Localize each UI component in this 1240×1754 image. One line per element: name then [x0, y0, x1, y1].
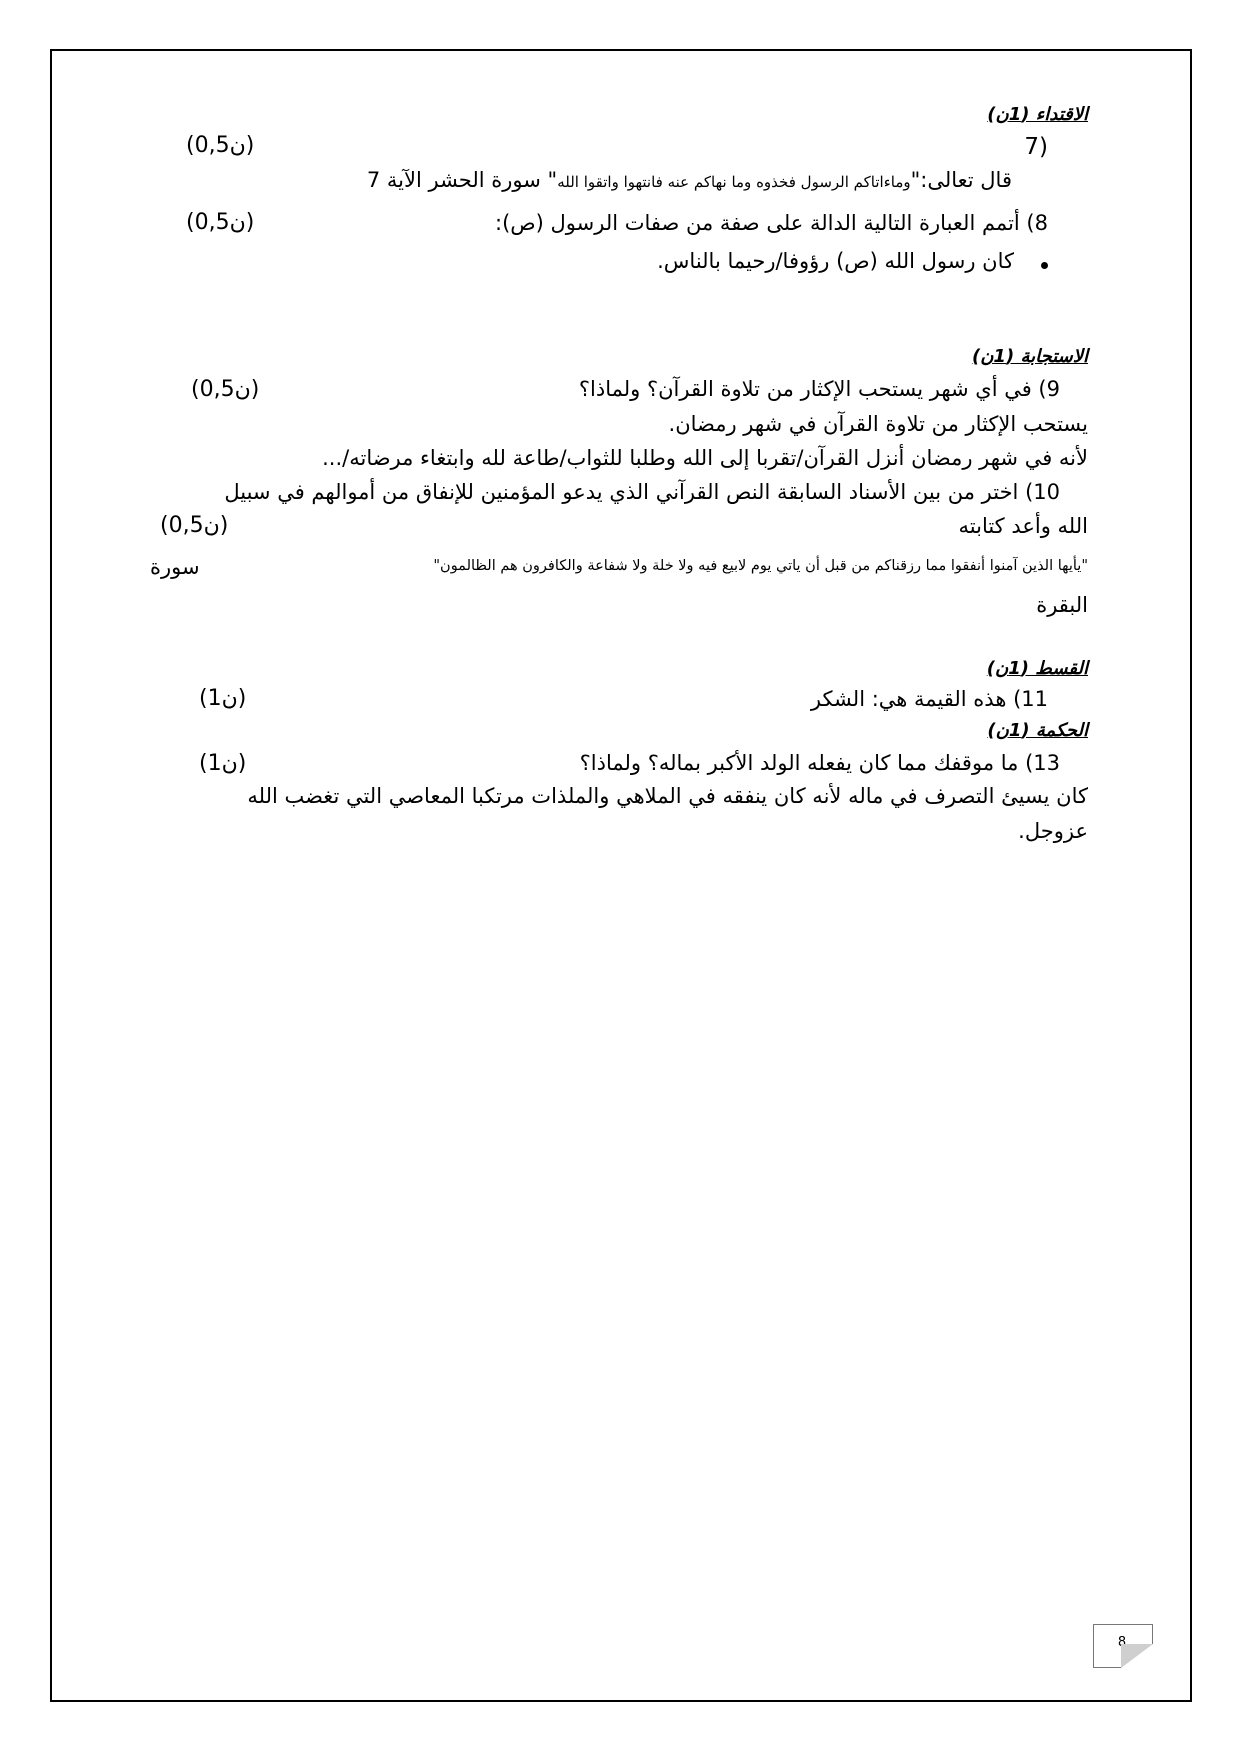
q8-points: (0,5ن)	[186, 210, 255, 235]
q10-answer-source-2: البقرة	[1036, 593, 1088, 617]
page-curl-icon	[1121, 1644, 1153, 1668]
q7-points: (0,5ن)	[186, 133, 255, 158]
q9-answer-2: لأنه في شهر رمضان أنزل القرآن/تقربا إلى الله وطلبا للثواب/طاعة لله وابتغاء مرضاته/...	[322, 446, 1088, 470]
section-heading-hikma: الحكمة (1ن)	[987, 720, 1088, 741]
q10-question-line-1: 10) اختر من بين الأسناد السابقة النص القرآني الذي يدعو المؤمنين للإنفاق من أموالهم في سبيل	[224, 480, 1060, 504]
q10-question-line-2: الله وأعد كتابته	[958, 514, 1088, 538]
q9-question: 9) في أي شهر يستحب الإكثار من تلاوة القرآن؟ ولماذا؟	[578, 377, 1060, 401]
q10-points: (0,5ن)	[160, 513, 229, 538]
q7-answer-lead: قال تعالى:"	[910, 168, 1012, 192]
section-heading-qist: القسط (1ن)	[986, 658, 1088, 679]
page-border	[50, 49, 1192, 1702]
q7-answer-tail: " سورة الحشر الآية 7	[366, 168, 558, 192]
q10-answer-source-1: سورة	[150, 555, 200, 579]
page-number-box	[1093, 1624, 1153, 1668]
q11-points: (1ن)	[199, 686, 247, 711]
section-heading-istijaba: الاستجابة (1ن)	[971, 346, 1088, 367]
q13-answer-2: عزوجل.	[1018, 819, 1088, 843]
q9-points: (0,5ن)	[191, 377, 260, 402]
q7-answer	[367, 168, 1012, 192]
q8-question: 8) أتمم العبارة التالية الدالة على صفة من صفات الرسول (ص):	[495, 211, 1048, 235]
q13-points: (1ن)	[199, 751, 247, 776]
page-number: 8	[1117, 1635, 1127, 1650]
q8-answer: كان رسول الله (ص) رؤوفا/رحيما بالناس.	[657, 249, 1014, 273]
q13-answer-1: كان يسيئ التصرف في ماله لأنه كان ينفقه في الملاهي والملذات مرتكبا المعاصي التي تغضب الله	[247, 784, 1088, 808]
q10-answer-verse: "يأيها الذين آمنوا أنفقوا مما رزقناكم من قبل أن ياتي يوم لابيع فيه ولا خلة ولا شفاعة والكافرون هم الظالمون"	[433, 558, 1088, 574]
q9-answer-1: يستحب الإكثار من تلاوة القرآن في شهر رمضان.	[668, 412, 1088, 436]
bullet-icon	[1041, 262, 1048, 269]
q11-question: 11) هذه القيمة هي: الشكر	[810, 687, 1048, 711]
section-heading-iqtida: الاقتداء (1ن)	[987, 104, 1088, 125]
q7-number: 7)	[1024, 134, 1048, 160]
q13-question: 13) ما موقفك مما كان يفعله الولد الأكبر بماله؟ ولماذا؟	[579, 751, 1060, 775]
q7-answer-verse: وماءاتاكم الرسول فخذوه وما نهاكم عنه فانتهوا واتقوا الله	[557, 173, 911, 191]
